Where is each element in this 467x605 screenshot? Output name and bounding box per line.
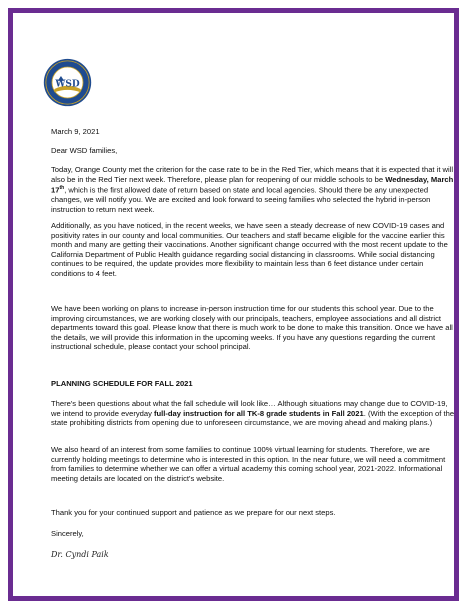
section-heading: PLANNING SCHEDULE FOR FALL 2021 xyxy=(51,379,193,388)
letter-date: March 9, 2021 xyxy=(51,127,100,136)
district-seal-logo xyxy=(43,58,92,107)
paragraph-6: Thank you for your continued support and patience as we prepare for our next steps. xyxy=(51,508,336,517)
paragraph-5: We also heard of an interest from some families to continue 100% virtual learning for students. Therefore, we are currently holding meetings to determine who is interested in this option. In the near future, we will need a commitment from families to determine whether we can offer a virtual academy this coming school year, 2021-2022. Informational meeting details are located on the district's website. xyxy=(51,445,446,483)
letter-page xyxy=(8,8,459,601)
svg-text:WSD: WSD xyxy=(55,79,80,90)
paragraph-4: There's been questions about what the fall schedule will look like… Although situations may change due to COVID-19, we intend to provide everyday full-day instruction for all TK-8 grade students in Fall 2021. (With the exception of the state prohibiting districts from opening due to unforeseen circumstance, we are moving ahead and making plans.) xyxy=(51,399,455,428)
signature: Dr. Cyndi Paik xyxy=(51,550,109,559)
letter-salutation: Dear WSD families, xyxy=(51,146,118,155)
paragraph-2: Additionally, as you have noticed, in the recent weeks, we have seen a steady decrease of new COVID-19 cases and positivity rates in our county and local communities. Our teachers and staff became eligible for the vaccine earlier this month and many are getting their vaccinations. Another significant change occurred with the most recent update to the California Department of Public Health guidance regarding social distancing in classrooms. While social distancing continues to be required, the update provides more flexibility to maintain less than 6 feet distance under certain conditions to 4 feet. xyxy=(51,221,448,278)
paragraph-3: We have been working on plans to increase in-person instruction time for our students this school year. Due to the improving circumstances, we are working closely with our principals, teachers, employee associations and all district departments toward this goal. Please know that there is much work to be done to make this transition. Once we have all the details, we will provide this information in the upcoming weeks. If you have any questions regarding the current instructional schedule, please contact your school principal. xyxy=(51,304,453,352)
paragraph-1: Today, Orange County met the criterion for the case rate to be in the Red Tier, which means that it is expected that it will also be in the Red Tier next week. Therefore, please plan for reopening of our middle schools to be Wednesday, March 17th, which is the first allowed date of return based on state and local agencies. Should there be any unexpected changes, we will notify you. We are excited and look forward to seeing families who selected the hybrid in-person instruction to return next week. xyxy=(51,165,454,214)
letter-closing: Sincerely, xyxy=(51,529,84,538)
